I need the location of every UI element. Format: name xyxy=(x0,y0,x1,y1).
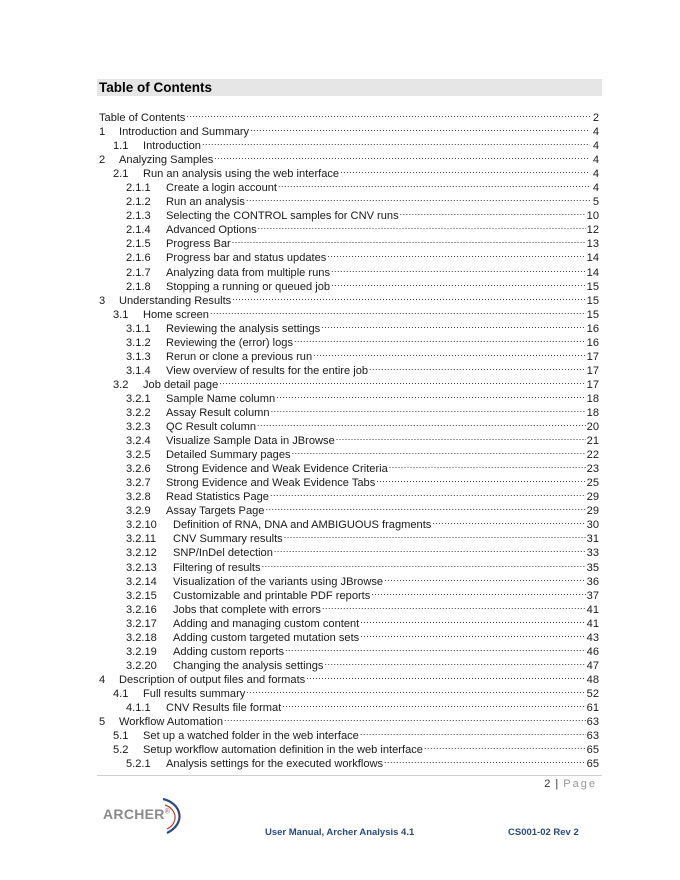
toc-entry-page: 14 xyxy=(586,252,599,265)
toc-entry-number: 5.2.1 xyxy=(126,758,151,771)
toc-entry-number: 1.1 xyxy=(113,140,129,153)
toc-dot-leader xyxy=(322,599,586,613)
toc-entry-page: 65 xyxy=(586,744,599,757)
toc-header-band xyxy=(97,79,602,96)
toc-entry-page: 4 xyxy=(592,140,599,153)
toc-entry-page: 48 xyxy=(586,673,599,686)
toc-entry-page: 23 xyxy=(586,463,599,476)
toc-entry-title: Introduction xyxy=(143,140,201,153)
toc-entry-number: 2.1.6 xyxy=(126,252,151,265)
toc-entry-title: Create a login account xyxy=(166,182,278,195)
toc-dot-leader xyxy=(219,374,585,388)
toc-entry-title: Assay Result column xyxy=(166,406,270,419)
toc-dot-leader xyxy=(257,416,586,430)
toc-entry-page: 22 xyxy=(586,449,599,462)
toc-entry-page: 30 xyxy=(586,519,599,532)
toc-entry-title: Stopping a running or queued job xyxy=(166,280,331,293)
toc-dot-leader xyxy=(282,697,585,711)
toc-dot-leader xyxy=(384,753,586,767)
toc-dot-leader xyxy=(202,135,590,149)
toc-entry-title: Run an analysis using the web interface xyxy=(143,168,340,181)
toc-dot-leader xyxy=(270,486,586,500)
toc-entry-number: 1 xyxy=(99,126,106,139)
toc-entry-page: 29 xyxy=(586,505,599,518)
toc-dot-leader xyxy=(360,613,585,627)
toc-entry-number: 3.2.9 xyxy=(126,505,151,518)
toc-dot-leader xyxy=(294,332,586,346)
toc-dot-leader xyxy=(246,191,590,205)
toc-dot-leader xyxy=(324,655,585,669)
page-number: 2 xyxy=(544,778,551,790)
manual-title: User Manual, Archer Analysis 4.1 xyxy=(265,827,415,838)
toc-entry-number: 3.2.16 xyxy=(126,603,157,616)
toc-entry-number: 5 xyxy=(99,716,106,729)
toc-entry-number: 3.1.1 xyxy=(126,322,151,335)
toc-entry-page: 41 xyxy=(586,603,599,616)
toc-entry-title: Progress Bar xyxy=(166,238,231,251)
toc-entry-page: 46 xyxy=(586,645,599,658)
toc-entry-title: Workflow Automation xyxy=(119,716,223,729)
toc-entry-number: 2.1 xyxy=(113,168,129,181)
toc-entry-number: 2.1.2 xyxy=(126,196,151,209)
toc-dot-leader xyxy=(210,304,586,318)
toc-entry-title: Changing the analysis settings xyxy=(173,659,324,672)
toc-entry-number: 3.2.19 xyxy=(126,645,157,658)
toc-entry-number: 3.1.3 xyxy=(126,350,151,363)
toc-dot-leader xyxy=(313,346,586,360)
toc-entry-page: 10 xyxy=(586,210,599,223)
toc-entry-number: 4.1 xyxy=(113,687,129,700)
toc-entry-number: 4.1.1 xyxy=(126,701,151,714)
toc-entry-page: 43 xyxy=(586,631,599,644)
page-title: Table of Contents xyxy=(99,80,212,95)
toc-entry-page: 18 xyxy=(586,392,599,405)
toc-dot-leader xyxy=(250,121,590,135)
logo-text: ARCHER® xyxy=(103,806,171,822)
toc-entry-title: Reviewing the analysis settings xyxy=(166,322,321,335)
toc-entry-page: 4 xyxy=(592,182,599,195)
toc-entry-number: 3.2.8 xyxy=(126,491,151,504)
toc-entry-page: 21 xyxy=(586,435,599,448)
toc-entry-title: Run an analysis xyxy=(166,196,245,209)
toc-entry-title: Detailed Summary pages xyxy=(166,449,291,462)
toc-entry-number: 3.2.20 xyxy=(126,659,157,672)
toc-dot-leader xyxy=(306,669,585,683)
toc-dot-leader xyxy=(340,163,590,177)
toc-dot-leader xyxy=(369,360,586,374)
toc-entry-title: Progress bar and status updates xyxy=(166,252,327,265)
toc-entry-number: 3.1.4 xyxy=(126,364,151,377)
toc-dot-leader xyxy=(376,472,585,486)
toc-entry-number: 3.2.14 xyxy=(126,575,157,588)
toc-dot-leader xyxy=(278,177,590,191)
toc-dot-leader xyxy=(389,458,586,472)
toc-entry-number: 5.1 xyxy=(113,730,129,743)
toc-entry-title: Read Statistics Page xyxy=(166,491,269,504)
logo-swoosh-icon xyxy=(101,795,186,837)
toc-entry-title: Advanced Options xyxy=(166,224,257,237)
toc-dot-leader xyxy=(186,107,590,121)
toc-entry-number: 4 xyxy=(99,673,106,686)
toc-dot-leader xyxy=(327,247,585,261)
toc-entry-title: Analyzing Samples xyxy=(119,154,214,167)
toc-entry-title: Sample Name column xyxy=(166,392,276,405)
toc-entry-number: 3.2.6 xyxy=(126,463,151,476)
toc-entry-title: Home screen xyxy=(143,308,209,321)
toc-dot-leader xyxy=(360,627,585,641)
toc-entry-page: 2 xyxy=(592,112,599,124)
toc-entry-page: 5 xyxy=(592,196,599,209)
toc-dot-leader xyxy=(321,318,585,332)
toc-dot-leader xyxy=(432,514,585,528)
toc-entry-title: Set up a watched folder in the web interface xyxy=(143,730,359,743)
document-id: CS001-02 Rev 2 xyxy=(508,827,579,838)
toc-entry-title: Visualize Sample Data in JBrowse xyxy=(166,435,335,448)
toc-entry-number: 3.2.15 xyxy=(126,589,157,602)
toc-entry-number: 2.1.5 xyxy=(126,238,151,251)
toc-entry-title: Definition of RNA, DNA and AMBIGUOUS fragments xyxy=(173,519,432,532)
footer-divider xyxy=(97,775,602,776)
toc-entry-title: Filtering of results xyxy=(173,561,261,574)
toc-entry-number: 2.1.7 xyxy=(126,266,151,279)
toc-entry-page: 17 xyxy=(586,350,599,363)
toc-entry-number: 3.2.5 xyxy=(126,449,151,462)
toc-entry-page: 17 xyxy=(586,378,599,391)
toc-entry-number: 3.2.2 xyxy=(126,406,151,419)
toc-entry-title: QC Result column xyxy=(166,421,257,434)
toc-entry-number: 3.2.13 xyxy=(126,561,157,574)
toc-entry-title: Adding and managing custom content xyxy=(173,617,360,630)
toc-entry-title: Setup workflow automation definition in the web interface xyxy=(143,744,423,757)
page-separator: | xyxy=(555,778,559,790)
toc-entry-title: Strong Evidence and Weak Evidence Tabs xyxy=(166,477,376,490)
toc-entry-number: 2 xyxy=(99,154,106,167)
toc-entry-title: Selecting the CONTROL samples for CNV runs xyxy=(166,210,399,223)
toc-dot-leader xyxy=(400,205,586,219)
toc-dot-leader xyxy=(284,528,586,542)
toc-entry-page: 52 xyxy=(586,687,599,700)
toc-dot-leader xyxy=(331,276,586,290)
toc-entry-page: 31 xyxy=(586,533,599,546)
toc-entry-page: 18 xyxy=(586,406,599,419)
toc-entry-title: View overview of results for the entire job xyxy=(166,364,369,377)
toc-entry-title: Reviewing the (error) logs xyxy=(166,336,294,349)
toc-entry-page: 15 xyxy=(586,308,599,321)
toc-entry-title: Analyzing data from multiple runs xyxy=(166,266,331,279)
page-indicator xyxy=(544,778,597,790)
toc-entry-page: 47 xyxy=(586,659,599,672)
toc-dot-leader xyxy=(214,149,590,163)
toc-entry-title: Table of Contents xyxy=(99,112,186,124)
toc-entry-number: 2.1.1 xyxy=(126,182,151,195)
toc-entry-page: 16 xyxy=(586,322,599,335)
toc-entry-title: Adding custom reports xyxy=(173,645,284,658)
toc-entry-number: 3.2.11 xyxy=(126,533,157,546)
toc-entry-page: 35 xyxy=(586,561,599,574)
table-of-contents xyxy=(99,107,599,771)
toc-dot-leader xyxy=(258,219,586,233)
toc-entry-page: 63 xyxy=(586,716,599,729)
toc-entry-title: Customizable and printable PDF reports xyxy=(173,589,371,602)
toc-entry-number: 2.1.8 xyxy=(126,280,151,293)
toc-entry-number: 3.2.10 xyxy=(126,519,157,532)
toc-entry-number: 2.1.3 xyxy=(126,210,151,223)
toc-entry-number: 3.2.12 xyxy=(126,547,157,560)
archer-logo xyxy=(101,795,186,837)
toc-entry-page: 29 xyxy=(586,491,599,504)
toc-entry-number: 3.1 xyxy=(113,308,129,321)
toc-entry-page: 12 xyxy=(586,224,599,237)
toc-entry-page: 36 xyxy=(586,575,599,588)
toc-entry-page: 25 xyxy=(586,477,599,490)
toc-entry-number: 3.2.1 xyxy=(126,392,151,405)
toc-dot-leader xyxy=(274,542,586,556)
toc-dot-leader xyxy=(232,233,586,247)
toc-entry-page: 20 xyxy=(586,421,599,434)
toc-dot-leader xyxy=(360,725,586,739)
toc-entry-page: 63 xyxy=(586,730,599,743)
toc-entry-title: Description of output files and formats xyxy=(119,673,306,686)
toc-dot-leader xyxy=(265,500,585,514)
toc-entry-page: 15 xyxy=(586,294,599,307)
toc-entry-page: 41 xyxy=(586,617,599,630)
toc-entry-title: Rerun or clone a previous run xyxy=(166,350,313,363)
toc-entry-number: 3.2.4 xyxy=(126,435,151,448)
toc-entry-page: 4 xyxy=(592,126,599,139)
toc-entry-page: 13 xyxy=(586,238,599,251)
toc-dot-leader xyxy=(232,290,585,304)
toc-dot-leader xyxy=(262,557,586,571)
toc-entry-number: 3.2.17 xyxy=(126,617,157,630)
toc-entry-title: Analysis settings for the executed workflows xyxy=(166,758,384,771)
toc-dot-leader xyxy=(246,683,585,697)
toc-dot-leader xyxy=(292,444,586,458)
toc-entry-page: 15 xyxy=(586,280,599,293)
toc-entry-title: CNV Summary results xyxy=(173,533,283,546)
toc-entry-title: CNV Results file format xyxy=(166,701,282,714)
toc-entry-page: 17 xyxy=(586,364,599,377)
toc-dot-leader xyxy=(371,585,585,599)
toc-entry-page: 33 xyxy=(586,547,599,560)
toc-entry-title: Assay Targets Page xyxy=(166,505,265,518)
toc-entry-page: 14 xyxy=(586,266,599,279)
toc-dot-leader xyxy=(276,388,586,402)
toc-entry-number: 3.2.7 xyxy=(126,477,151,490)
toc-dot-leader xyxy=(384,571,586,585)
toc-entry-title: Visualization of the variants using JBrowse xyxy=(173,575,384,588)
toc-entry-title: Full results summary xyxy=(143,687,246,700)
toc-entry-number: 3.2.3 xyxy=(126,421,151,434)
toc-dot-leader xyxy=(271,402,586,416)
toc-entry-title: Jobs that complete with errors xyxy=(173,603,321,616)
toc-entry-title: Adding custom targeted mutation sets xyxy=(173,631,360,644)
toc-entry-page: 37 xyxy=(586,589,599,602)
toc-entry-title: Strong Evidence and Weak Evidence Criteria xyxy=(166,463,388,476)
toc-entry-number: 5.2 xyxy=(113,744,129,757)
toc-entry[interactable] xyxy=(99,107,599,124)
toc-entry-number: 3.2 xyxy=(113,378,129,391)
toc-entry-number: 3.2.18 xyxy=(126,631,157,644)
toc-entry-number: 2.1.4 xyxy=(126,224,151,237)
toc-entry-title: Understanding Results xyxy=(119,294,232,307)
toc-entry-page: 61 xyxy=(586,701,599,714)
toc-dot-leader xyxy=(424,739,586,753)
toc-entry-page: 4 xyxy=(592,154,599,167)
page-word: Page xyxy=(563,778,597,790)
toc-dot-leader xyxy=(336,430,586,444)
toc-entry-number: 3 xyxy=(99,294,106,307)
toc-dot-leader xyxy=(224,711,586,725)
toc-entry-page: 16 xyxy=(586,336,599,349)
toc-dot-leader xyxy=(331,262,586,276)
toc-entry-page: 4 xyxy=(592,168,599,181)
toc-entry-title: Introduction and Summary xyxy=(119,126,250,139)
toc-entry-page: 65 xyxy=(586,758,599,771)
toc-entry-title: SNP/InDel detection xyxy=(173,547,273,560)
toc-entry-title: Job detail page xyxy=(143,378,219,391)
toc-dot-leader xyxy=(285,641,586,655)
toc-entry-number: 3.1.2 xyxy=(126,336,151,349)
